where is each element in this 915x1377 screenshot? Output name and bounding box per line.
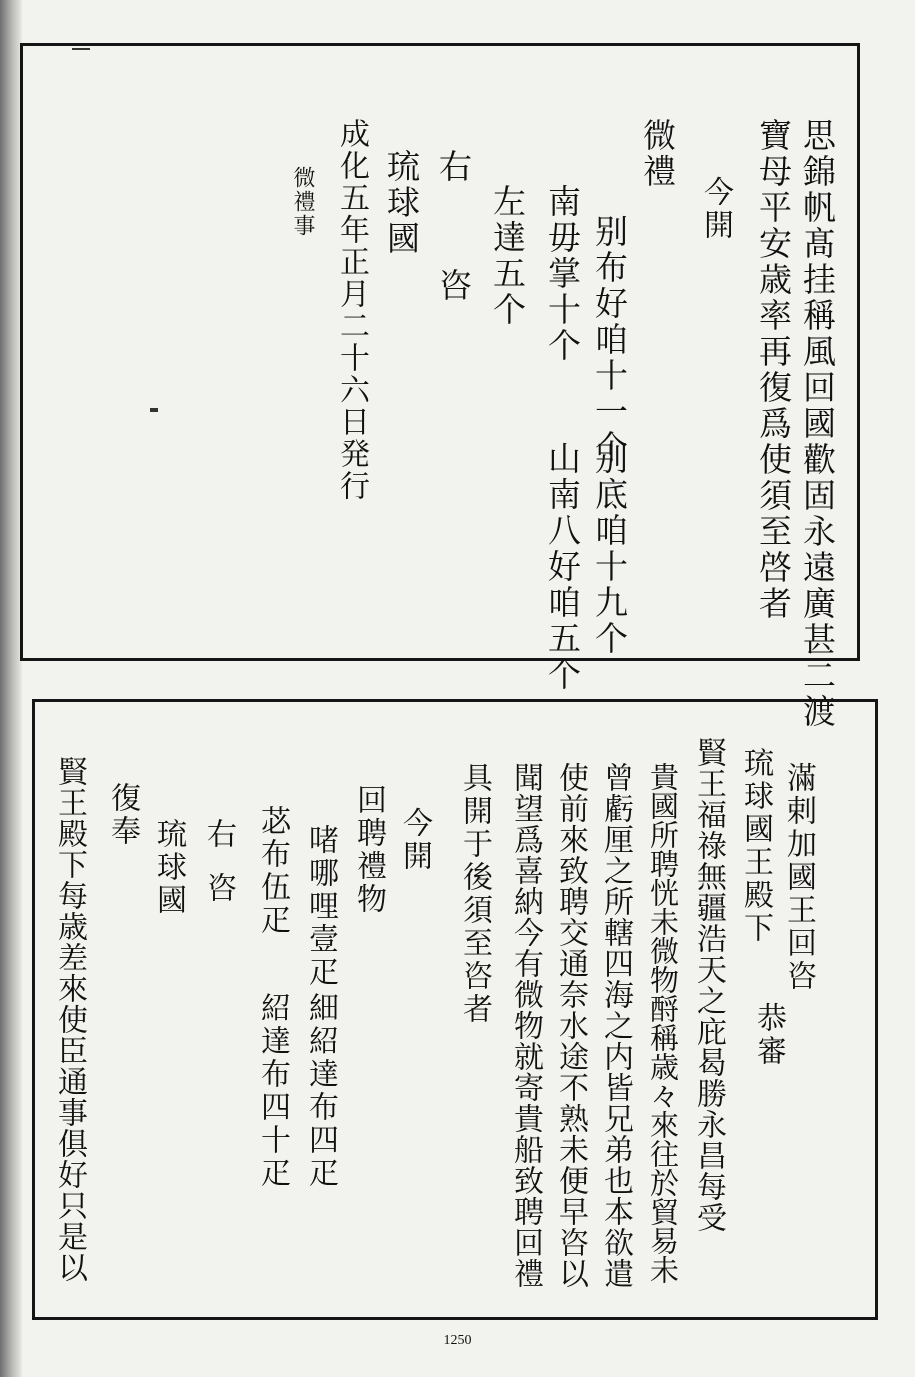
text-column: 琉球國 xyxy=(151,818,186,917)
text-column: 微禮事 xyxy=(290,166,315,238)
text-column: 南毋掌十个 xyxy=(543,184,582,364)
text-column: 使前來致聘交通奈水途不熟未便早咨以 xyxy=(553,762,588,1289)
book-spine-shadow xyxy=(0,0,22,1377)
text-column: 微禮 xyxy=(638,118,677,190)
text-column: 今開 xyxy=(397,807,432,873)
text-column: 别底咱十九个 xyxy=(590,441,629,657)
text-column: 琉球國 xyxy=(382,149,421,257)
text-column: 寶母平安歳率再復爲使須至啓者 xyxy=(754,118,793,622)
text-column: 咨 xyxy=(201,872,236,905)
margin-text-column: 賢王殿下每歳差來使臣通事俱好只是以 xyxy=(52,756,87,1283)
text-column: 紹達布四十疋 xyxy=(255,992,290,1190)
text-column: 右 xyxy=(201,818,236,851)
text-column: 右 xyxy=(434,149,473,185)
text-column: 苾布伍疋 xyxy=(255,805,290,937)
text-column: 恭審 xyxy=(751,1002,786,1068)
text-column: 細紹達布四疋 xyxy=(303,992,338,1190)
text-column: 回聘禮物 xyxy=(351,784,386,916)
top-letter-panel xyxy=(20,43,860,730)
text-column: 左達五个 xyxy=(488,184,527,328)
text-column: 具開于後須至咨者 xyxy=(457,762,492,1026)
text-column: 琉球國王殿下 xyxy=(738,747,773,945)
bottom-letter-panel xyxy=(32,699,878,1320)
text-column: 今開 xyxy=(698,176,733,242)
text-column: 曾虧厘之所轄四海之内皆兄弟也本欲遣 xyxy=(598,762,633,1289)
text-column: 復奉 xyxy=(105,782,140,848)
scan-mark xyxy=(150,408,158,412)
text-column: 賢王福祿無疆浩天之庇曷勝永昌每受 xyxy=(691,737,726,1233)
text-column: 思錦帆髙挂稱風回國歡固永遠廣甚二渡 xyxy=(798,118,837,730)
text-column: 聞望爲喜納今有微物就寄貴船致聘回禮 xyxy=(508,762,543,1289)
text-column: 别布好咱十一个 xyxy=(590,214,629,466)
page-number: 1250 xyxy=(443,1333,472,1348)
text-column: 山南八好咱五个 xyxy=(543,441,582,693)
text-column: 啫哪哩壹疋 xyxy=(303,824,338,989)
text-column: 咨 xyxy=(434,268,473,304)
text-column: 貴國所聘恍未微物酹稱歳々來往於貿易未 xyxy=(646,762,680,1284)
text-column: 滿剌加國王回咨 xyxy=(781,762,816,993)
text-column: 成化五年正月二十六日発行 xyxy=(334,118,369,502)
